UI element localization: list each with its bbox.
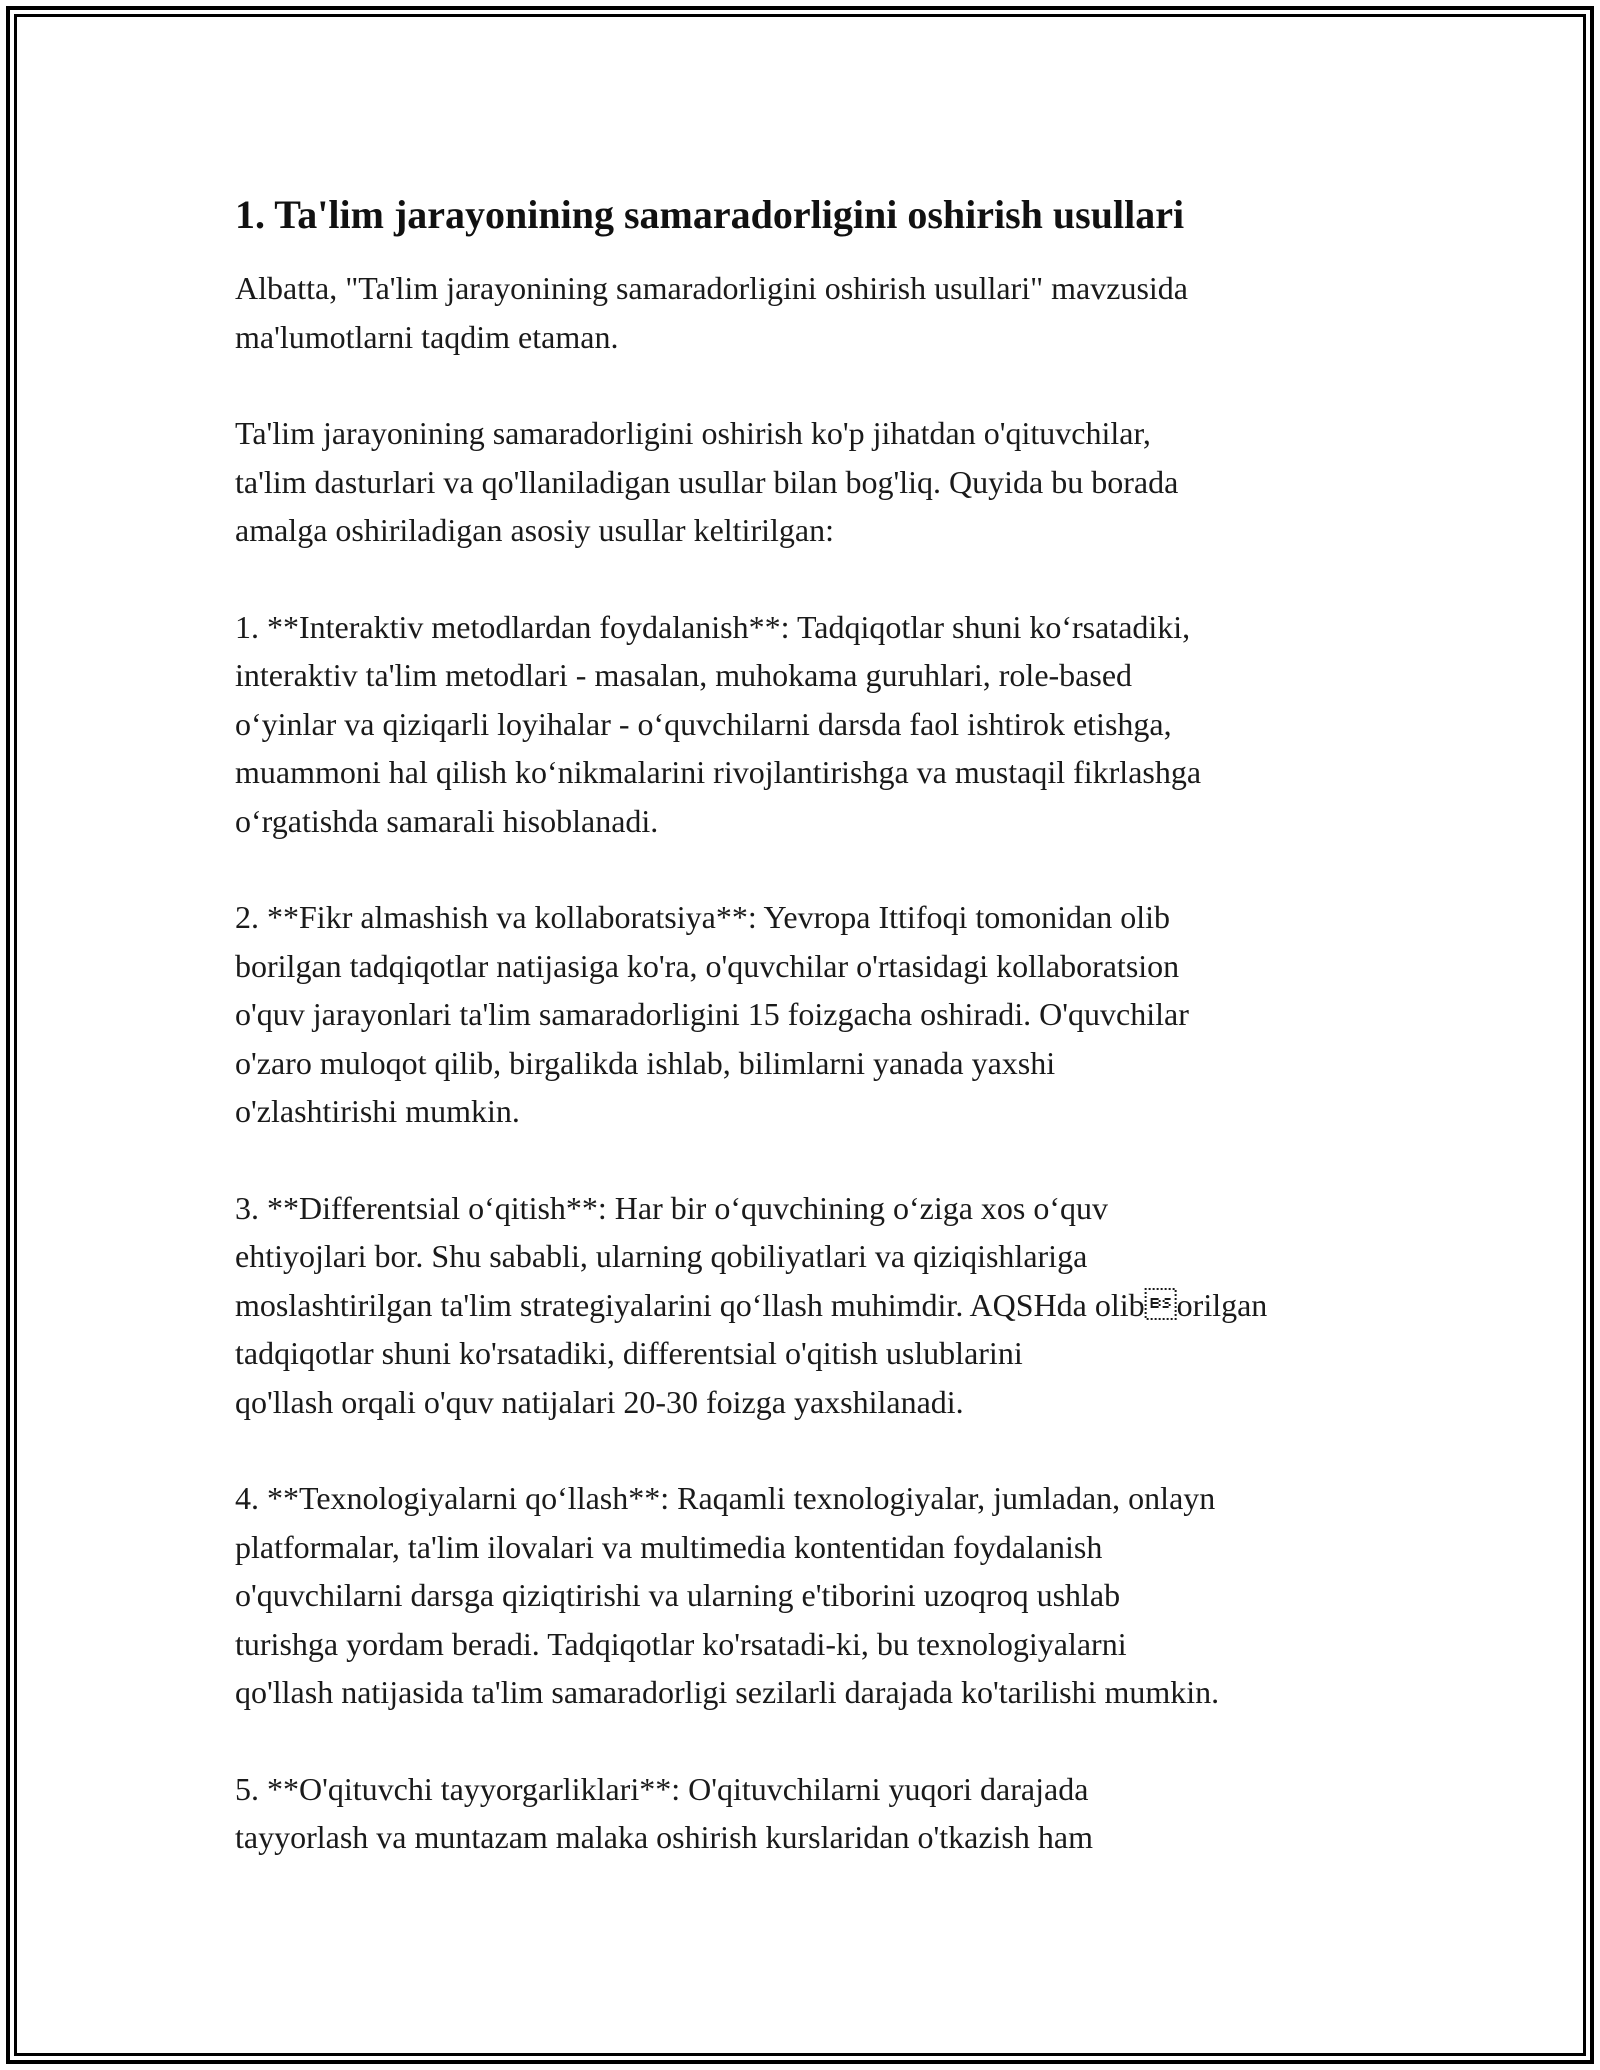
list-item-differentiated-teaching: 3. **Differentsial o‘qitish**: Har bir o‘quvchining o‘ziga xos o‘quv ehtiyojlari bor. Shu sababli, ularning qobiliyatlari va qiziqishlariga moslashtirilgan ta'lim strategiyalarini qo‘llash muhimdir. AQSHda oliborilgan tadqiqotlar shuni ko'rsatadiki, differentsial o'qitish uslublarini qo'llash orqali o'quv natijalari 20-30 foizga yaxshilanadi. bbox=[235, 1189, 1268, 1420]
list-item-teacher-training: 5. **O'qituvchi tayyorgarliklari**: O'qituvchilarni yuqori darajada tayyorlash va muntazam malaka oshirish kurslaridan o'tkazish ham bbox=[235, 1770, 1093, 1855]
list-item-interactive-methods: 1. **Interaktiv metodlardan foydalanish**: Tadqiqotlar shuni ko‘rsatadiki, interaktiv ta'lim metodlari - masalan, muhokama guruhlari, role-based o‘yinlar va qiziqarli loyihalar - o‘quvchilarni darsda faol ishtirok etishga, muammoni hal qilish ko‘nikmalarini rivojlantirishga va mustaqil fikrlashga o‘rgatishda samarali hisoblanadi. bbox=[235, 608, 1202, 839]
list-item-technology: 4. **Texnologiyalarni qo‘llash**: Raqamli texnologiyalar, jumladan, onlayn platformalar, ta'lim ilovalari va multimedia kontentidan foydalanish o'quvchilarni darsga qiziqtirishi va ularning e'tiborini uzoqroq ushlab turishga yordam beradi. Tadqiqotlar ko'rsatadi-ki, bu texnologiyalarni qo'llash natijasida ta'lim samaradorligi sezilarli darajada ko'tarilishi mumkin. bbox=[235, 1480, 1220, 1710]
paragraph-intro: Albatta, "Ta'lim jarayonining samaradorligini oshirish usullari" mavzusida ma'lumotlarni taqdim etaman. bbox=[235, 270, 1188, 355]
document-title: 1. Ta'lim jarayonining samaradorligini oshirish usullari bbox=[235, 192, 1185, 237]
paragraph-overview: Ta'lim jarayonining samaradorligini oshirish ko'p jihatdan o'qituvchilar, ta'lim dasturlari va qo'llaniladigan usullar bilan bog'liq. Quyida bu borada amalga oshiriladigan asosiy usullar keltirilgan: bbox=[235, 415, 1179, 548]
list-item-collaboration: 2. **Fikr almashish va kollaboratsiya**: Yevropa Ittifoqi tomonidan olib borilgan tadqiqotlar natijasiga ko'ra, o'quvchilar o'rtasidagi kollaboratsion o'quv jarayonlari ta'lim samaradorligini 15 foizgacha oshiradi. O'quvchilar o'zaro muloqot qilib, birgalikda ishlab, bilimlarni yanada yaxshi o'zlashtirishi mumkin. bbox=[235, 899, 1189, 1129]
document-body bbox=[235, 188, 1375, 1910]
